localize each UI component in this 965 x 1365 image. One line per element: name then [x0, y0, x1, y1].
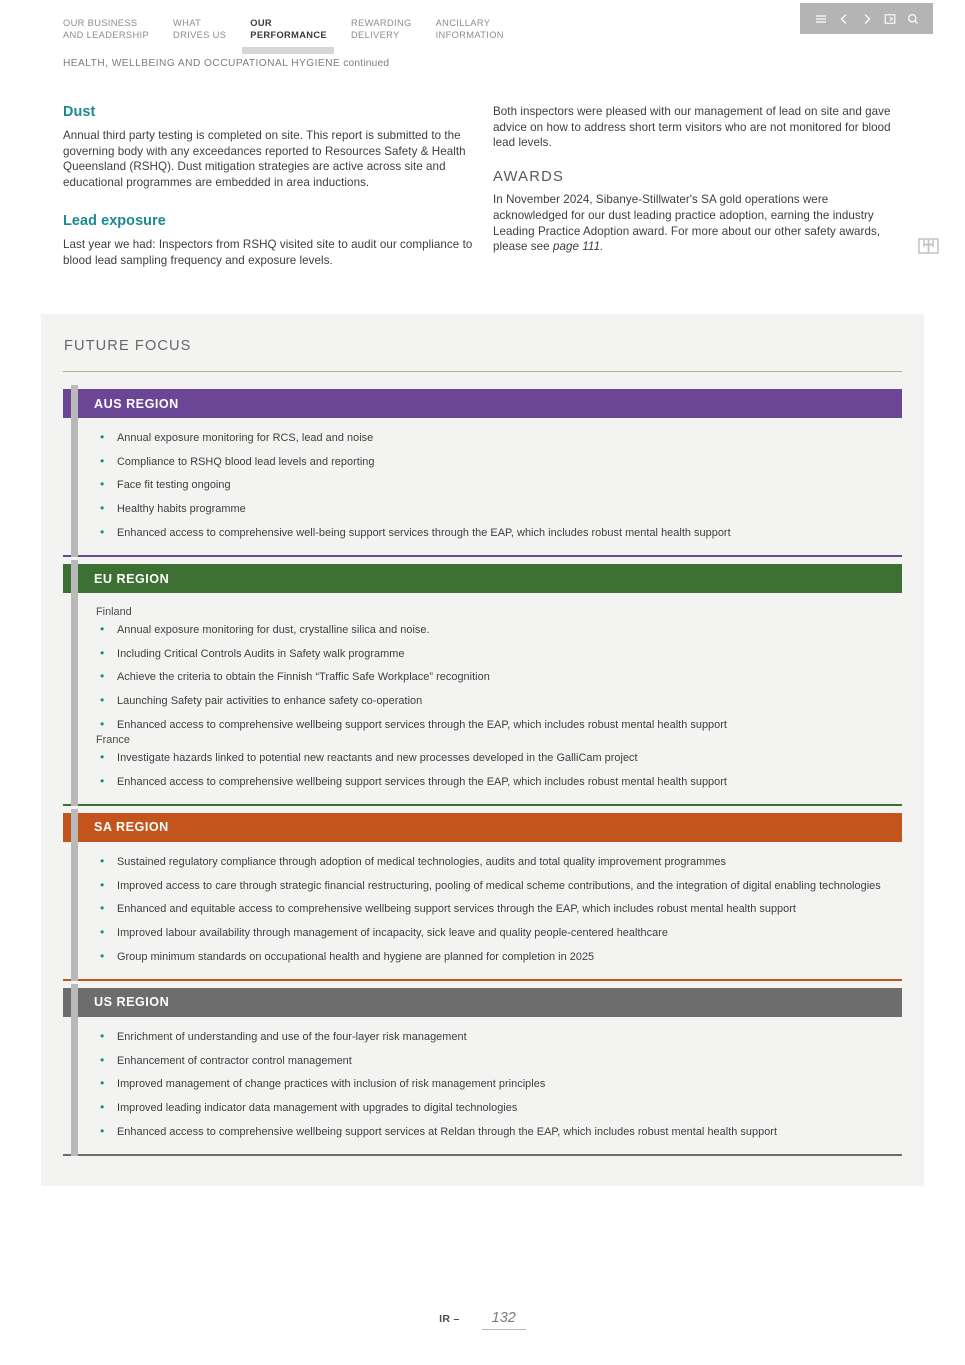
region-header-label: EU REGION — [94, 571, 170, 586]
region-bullet-list — [95, 855, 892, 965]
region-bullet-list — [95, 431, 892, 541]
region-bullet-item: • Launching Safety pair activities to enhance safety co-operation — [95, 694, 892, 709]
lead-exposure-paragraph: Last year we had: Inspectors from RSHQ visited site to audit our compliance to blood lead sampling frequency and exposure levels. — [63, 237, 473, 267]
nav-tab-line2: AND LEADERSHIP — [63, 30, 150, 41]
region-header-label: AUS REGION — [94, 396, 179, 411]
breadcrumb-continued: continued — [340, 58, 390, 69]
region-bullet-item: • Enhancement of contractor control management — [95, 1054, 892, 1069]
page-footer — [0, 1310, 965, 1330]
next-page-icon[interactable] — [858, 10, 875, 27]
region-card — [63, 564, 902, 806]
region-bullet-item: • Compliance to RSHQ blood lead levels and reporting — [95, 455, 892, 470]
region-bullet-item: • Sustained regulatory compliance through adoption of medical technologies, audits and total quality improvement programmes — [95, 855, 892, 870]
future-focus-panel — [41, 314, 924, 1186]
region-card-list — [63, 389, 902, 1156]
region-bullet-item: • Annual exposure monitoring for RCS, lead and noise — [95, 431, 892, 446]
dust-section — [63, 104, 473, 191]
dust-paragraph: Annual third party testing is completed on site. This report is submitted to the governing body with any exceedances reported to Resources Safety & Health Queensland (RSHQ). Dust mitigation strategies are active across site and educational programmes are embedded in area inductions. — [63, 129, 466, 190]
nav-tab-rewarding[interactable] — [351, 17, 436, 42]
reader-toolbar — [800, 3, 933, 34]
awards-text: In November 2024, Sibanye-Stillwater's SA gold operations were acknowledged for our dust leading practice adoption, earning the industry Leading Practice Adoption award. For more about our other safety awards, please see — [493, 193, 881, 254]
awards-paragraph — [493, 192, 903, 255]
region-bullet-item: • Enrichment of understanding and use of the four-layer risk management — [95, 1030, 892, 1045]
region-bullet-item: • Including Critical Controls Audits in Safety walk programme — [95, 647, 892, 662]
section-breadcrumb — [63, 58, 389, 69]
future-focus-divider — [63, 371, 902, 372]
nav-tab-ancillary[interactable] — [436, 17, 528, 42]
open-book-icon[interactable] — [915, 233, 942, 260]
region-body — [63, 418, 902, 557]
region-bullet-item: • Improved leading indicator data management with upgrades to digital technologies — [95, 1101, 892, 1116]
region-rail — [71, 984, 78, 1156]
lead-exposure-section — [63, 213, 473, 268]
region-bullet-item: • Enhanced access to comprehensive wellbeing support services through the EAP, which includes robust mental health support — [95, 718, 892, 733]
region-card — [63, 813, 902, 981]
nav-tab-our[interactable] — [250, 17, 351, 42]
region-bullet-item: • Group minimum standards on occupational health and hygiene are planned for completion in 2025 — [95, 950, 892, 965]
future-focus-title: FUTURE FOCUS — [64, 338, 192, 354]
region-bullet-item: • Enhanced and equitable access to comprehensive wellbeing support services through the EAP, which includes robust mental health support — [95, 902, 892, 917]
page-number: 132 — [482, 1310, 526, 1330]
dust-heading: Dust — [63, 104, 96, 120]
region-body — [63, 593, 902, 806]
nav-tab-our-business[interactable] — [63, 17, 173, 42]
region-subgroup — [95, 751, 892, 790]
menu-icon[interactable] — [812, 10, 829, 27]
bookmark-icon[interactable] — [881, 10, 898, 27]
region-card — [63, 988, 902, 1156]
nav-tab-line2: DELIVERY — [350, 30, 400, 41]
primary-navigation — [63, 17, 528, 42]
region-bullet-item: • Improved labour availability through management of incapacity, sick leave and quality people-centered healthcare — [95, 926, 892, 941]
region-header — [63, 813, 902, 842]
region-bullet-item: • Annual exposure monitoring for dust, crystalline silica and noise. — [95, 623, 892, 638]
region-rail — [71, 385, 78, 557]
region-bullet-item: • Enhanced access to comprehensive wellbeing support services through the EAP, which includes robust mental health support — [95, 775, 892, 790]
right-text-column — [493, 104, 903, 255]
region-header — [63, 389, 902, 418]
inspectors-paragraph: Both inspectors were pleased with our management of lead on site and gave advice on how to address short term visitors who are not monitored for blood lead levels. — [493, 105, 891, 150]
nav-tab-line2: DRIVES US — [173, 30, 227, 41]
region-body — [63, 842, 902, 981]
region-header — [63, 564, 902, 593]
breadcrumb-title: HEALTH, WELLBEING AND OCCUPATIONAL HYGIENE — [63, 58, 341, 69]
left-text-column — [63, 104, 473, 268]
region-bullet-item: • Improved management of change practices with inclusion of risk management principles — [95, 1077, 892, 1092]
awards-section — [493, 169, 903, 255]
region-bullet-item: • Investigate hazards linked to potential new reactants and new processes developed in the GalliCam project — [95, 751, 892, 766]
region-body — [63, 1017, 902, 1156]
region-bullet-item: • Improved access to care through strategic financial restructuring, pooling of medical scheme contributions, and the integration of digital enabling technologies — [95, 879, 892, 894]
region-card — [63, 389, 902, 557]
lead-exposure-heading: Lead exposure — [63, 212, 166, 229]
nav-tab-line1: OUR BUSINESS — [63, 18, 138, 28]
region-subgroup — [95, 623, 892, 733]
region-bullet-item: • Enhanced access to comprehensive well-being support services through the EAP, which includes robust mental health support — [95, 526, 892, 541]
region-rail — [71, 560, 78, 806]
nav-tab-line1: WHAT — [173, 18, 202, 28]
nav-tab-line2: PERFORMANCE — [250, 30, 327, 41]
region-bullet-item: • Face fit testing ongoing — [95, 478, 892, 493]
nav-active-indicator — [242, 47, 334, 54]
nav-tab-line2: INFORMATION — [435, 30, 504, 41]
region-bullet-list — [95, 1030, 892, 1140]
region-rail — [71, 809, 78, 981]
region-subgroup-label: Finland — [96, 606, 132, 619]
report-code: IR – — [439, 1313, 460, 1325]
region-bullet-list — [95, 751, 892, 790]
region-bullet-list — [95, 623, 892, 733]
nav-tab-what[interactable] — [173, 17, 250, 42]
region-bullet-item: • Achieve the criteria to obtain the Finnish “Traffic Safe Workplace” recognition — [95, 670, 892, 685]
awards-heading: AWARDS — [493, 169, 565, 186]
region-header — [63, 988, 902, 1017]
region-bullet-item: • Healthy habits programme — [95, 502, 892, 517]
nav-tab-line1: OUR — [250, 18, 272, 28]
region-header-label: US REGION — [94, 995, 170, 1010]
search-icon[interactable] — [904, 10, 921, 27]
nav-tab-line1: ANCILLARY — [435, 18, 491, 28]
nav-tab-line1: REWARDING — [350, 18, 412, 28]
page-reference[interactable]: page 111. — [552, 240, 604, 254]
region-bullet-item: • Enhanced access to comprehensive wellbeing support services at Reldan through the EAP, which includes robust mental health support — [95, 1125, 892, 1140]
region-header-label: SA REGION — [94, 820, 169, 835]
region-subgroup-label: France — [96, 734, 130, 747]
previous-page-icon[interactable] — [835, 10, 852, 27]
